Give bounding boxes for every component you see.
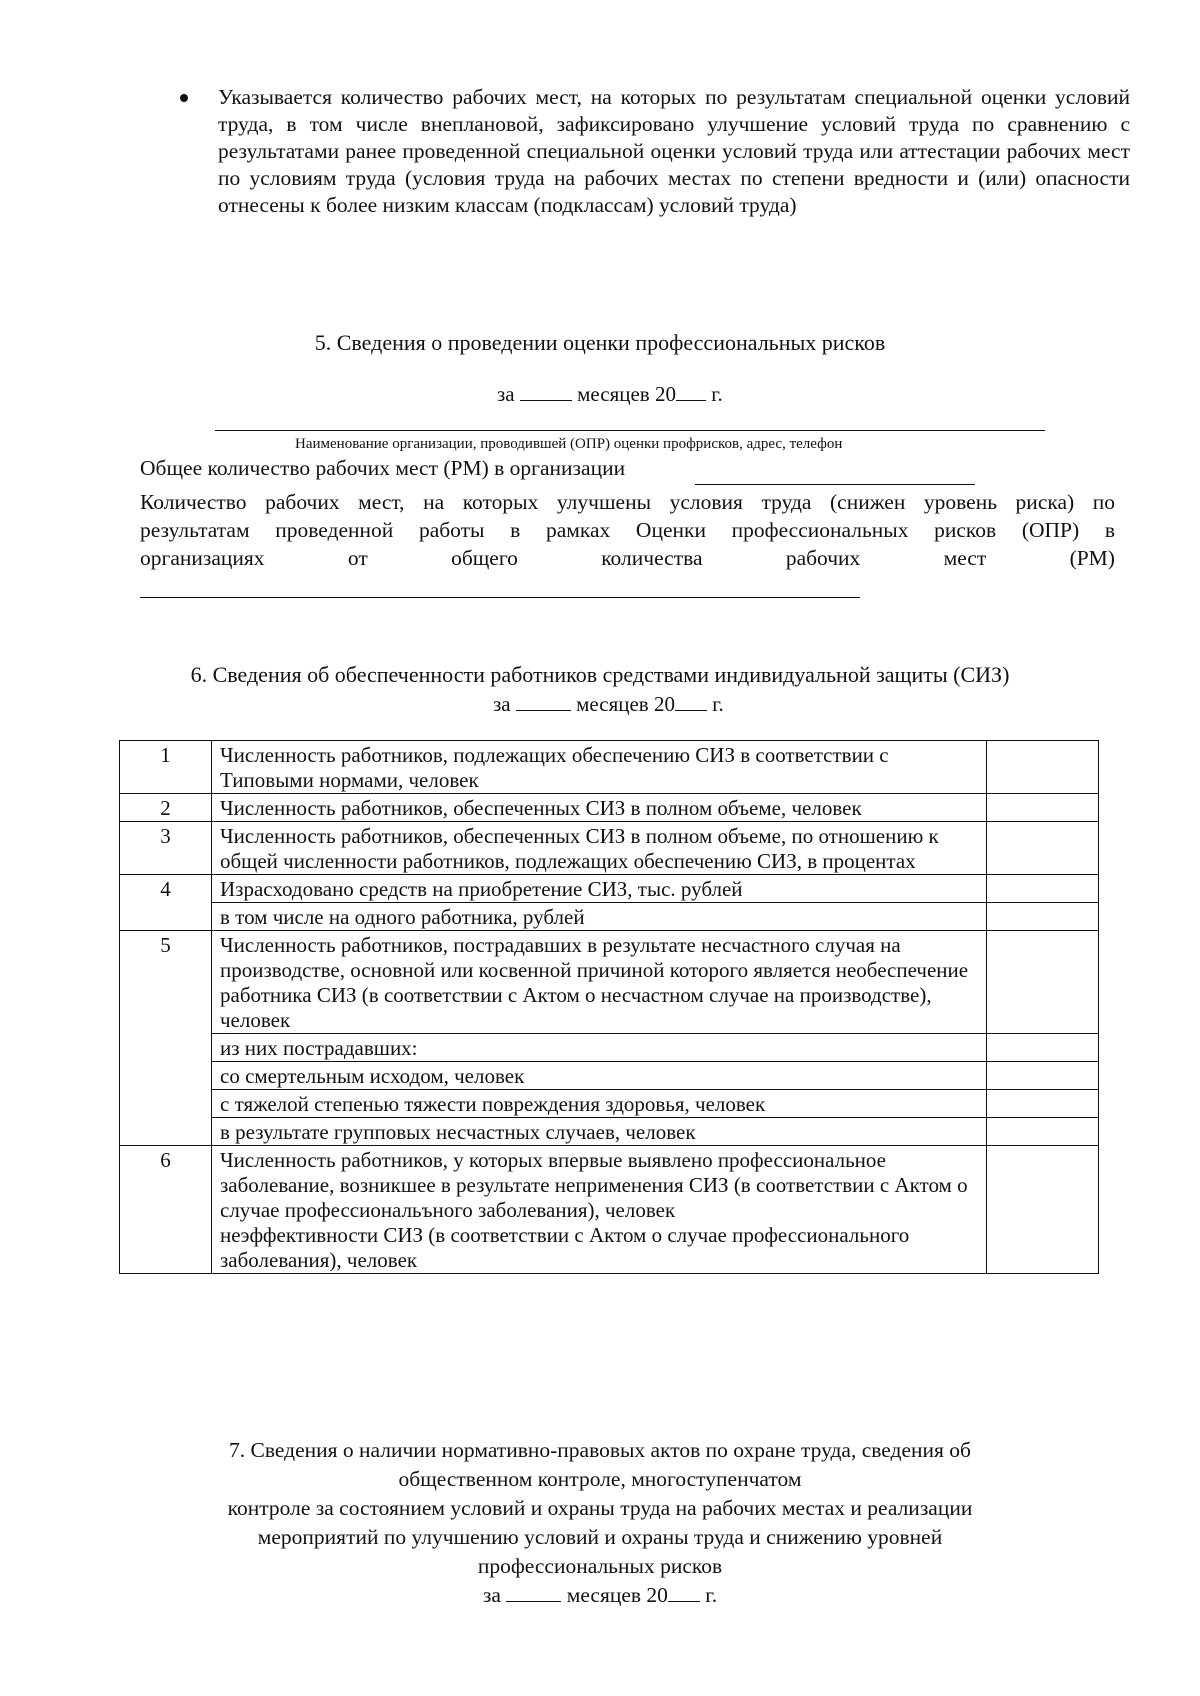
- row-text: Численность работников, подлежащих обеспечению СИЗ в соответствии с Типовыми нормами, человек: [212, 741, 987, 794]
- row-value-cell[interactable]: [987, 741, 1099, 794]
- table-row: [120, 1034, 1099, 1062]
- table-row: [120, 1090, 1099, 1118]
- row-text: со смертельным исходом, человек: [212, 1062, 987, 1090]
- improved-line1: [140, 490, 1115, 515]
- row-value-cell[interactable]: [987, 822, 1099, 875]
- section6-period-prefix: за: [493, 692, 511, 716]
- row-text: Численность работников, обеспеченных СИЗ в полном объеме, человек: [212, 794, 987, 822]
- total-rm-label: Общее количество рабочих мест (РМ) в организации: [140, 456, 626, 480]
- section7-line2: общественном контроле, многоступенчатом: [398, 1467, 802, 1491]
- section7-line5: профессиональных рисков: [477, 1554, 723, 1578]
- section6-months-blank[interactable]: [516, 690, 571, 711]
- improved-line3: [140, 546, 1115, 571]
- section6-period-suffix: г.: [712, 692, 724, 716]
- bullet-paragraph: [180, 84, 1130, 219]
- section6-period: [493, 690, 724, 717]
- section5-period-suffix: г.: [711, 382, 723, 406]
- bullet-text: Указывается количество рабочих мест, на которых по результатам специальной оценки условий труда, в том числе внеплановой, зафиксировано улучшение условий труда по сравнению с результатами ранее проведенной специальной оценки условий труда или аттестации рабочих мест по условиям труда (условия труда на рабочих местах по степени вредности и (или) опасности отнесены к более низким классам (подклассам) условий труда): [218, 85, 1130, 217]
- bullet-dot-icon: [180, 94, 188, 102]
- section7-period-prefix: за: [482, 1583, 501, 1607]
- improved-word: от: [347, 546, 368, 570]
- row-text: в том числе на одного работника, рублей: [212, 903, 987, 931]
- section5-year-blank[interactable]: [676, 380, 706, 401]
- row-number: 2: [120, 794, 212, 822]
- table-row: [120, 1146, 1099, 1274]
- section7-year-blank[interactable]: [668, 1581, 700, 1602]
- section7-period-suffix: г.: [705, 1583, 718, 1607]
- section7-line1: 7. Сведения о наличии нормативно-правовых актов по охране труда, сведения об: [229, 1438, 971, 1462]
- table-row: [120, 794, 1099, 822]
- row-text: Численность работников, пострадавших в результате несчастного случая на производстве, основной или косвенной причиной которого является необеспечение работника СИЗ (в соответствии с Актом о несчастном случае на производстве), человек: [212, 931, 987, 1034]
- table-row: [120, 931, 1099, 1034]
- table-row: [120, 1118, 1099, 1146]
- row-text: Численность работников, обеспеченных СИЗ в полном объеме, по отношению к общей численности работников, подлежащих обеспечению СИЗ, в процентах: [212, 822, 987, 875]
- section6-title: 6. Сведения об обеспеченности работников средствами индивидуальной защиты (СИЗ): [190, 662, 1010, 687]
- row-value-cell[interactable]: [987, 903, 1099, 931]
- total-rm-blank[interactable]: [695, 484, 975, 485]
- section7-line3: контроле за состоянием условий и охраны труда на рабочих местах и реализации: [227, 1496, 973, 1520]
- row-number: 4: [120, 875, 212, 931]
- row-text: Численность работников, у которых впервые выявлено профессиональное заболевание, возникшее в результате неприменения СИЗ (в соответствии с Актом о случае профессиональъного заболевания), человек: [220, 1148, 968, 1222]
- table-row: [120, 741, 1099, 794]
- row-number: 1: [120, 741, 212, 794]
- improved-line1-text: Количество рабочих мест, на которых улучшены условия труда (снижен уровень риска) по: [140, 490, 1115, 514]
- section7-period-middle: месяцев 20: [566, 1583, 668, 1607]
- table-row: [120, 875, 1099, 903]
- org-name-line[interactable]: [215, 430, 1045, 431]
- improved-count-blank[interactable]: [140, 597, 860, 598]
- row-value-cell[interactable]: [987, 794, 1099, 822]
- row-text: Израсходовано средств на приобретение СИЗ, тыс. рублей: [212, 875, 987, 903]
- improved-word: мест: [943, 546, 987, 570]
- improved-word: количества: [601, 546, 703, 570]
- row-value-cell[interactable]: [987, 1118, 1099, 1146]
- row-number: 5: [120, 931, 212, 1146]
- row-value-cell[interactable]: [987, 931, 1099, 1034]
- improved-word: общего: [451, 546, 518, 570]
- section6-year-blank[interactable]: [675, 690, 707, 711]
- improved-word: (РМ): [1069, 546, 1115, 570]
- table-row: [120, 822, 1099, 875]
- section5-period: [497, 380, 723, 407]
- row-text-continuation: неэффективности СИЗ (в соответствии с Актом о случае профессионального заболевания), человек: [220, 1223, 910, 1272]
- row-number: 3: [120, 822, 212, 875]
- table-row: [120, 903, 1099, 931]
- row-value-cell[interactable]: [987, 1146, 1099, 1274]
- row-value-cell[interactable]: [987, 875, 1099, 903]
- section5-period-prefix: за: [497, 382, 515, 406]
- row-text-multi: [212, 1146, 987, 1274]
- improved-line2-text: результатам проведенной работы в рамках Оценки профессиональных рисков (ОПР) в: [140, 518, 1115, 542]
- row-text: с тяжелой степенью тяжести повреждения здоровья, человек: [212, 1090, 987, 1118]
- improved-line2: [140, 518, 1115, 543]
- section5-period-middle: месяцев 20: [577, 382, 676, 406]
- row-number: 6: [120, 1146, 212, 1274]
- table-row: [120, 1062, 1099, 1090]
- improved-word: организациях: [140, 546, 265, 570]
- section7-period: [0, 1581, 1200, 1610]
- org-caption: Наименование организации, проводившей (ОПР) оценки профрисков, адрес, телефон: [295, 436, 843, 452]
- section5-months-blank[interactable]: [520, 380, 572, 401]
- section7-months-blank[interactable]: [506, 1581, 561, 1602]
- section7-line4: мероприятий по улучшению условий и охраны труда и снижению уровней: [257, 1525, 943, 1549]
- section7-heading: [0, 1436, 1200, 1610]
- siz-table: [119, 740, 1099, 1274]
- row-text: из них пострадавших:: [212, 1034, 987, 1062]
- row-text: в результате групповых несчастных случаев, человек: [212, 1118, 987, 1146]
- row-value-cell[interactable]: [987, 1034, 1099, 1062]
- section5-title: 5. Сведения о проведении оценки профессиональных рисков: [314, 330, 886, 355]
- row-value-cell[interactable]: [987, 1090, 1099, 1118]
- section6-period-middle: месяцев 20: [576, 692, 675, 716]
- improved-word: рабочих: [785, 546, 861, 570]
- row-value-cell[interactable]: [987, 1062, 1099, 1090]
